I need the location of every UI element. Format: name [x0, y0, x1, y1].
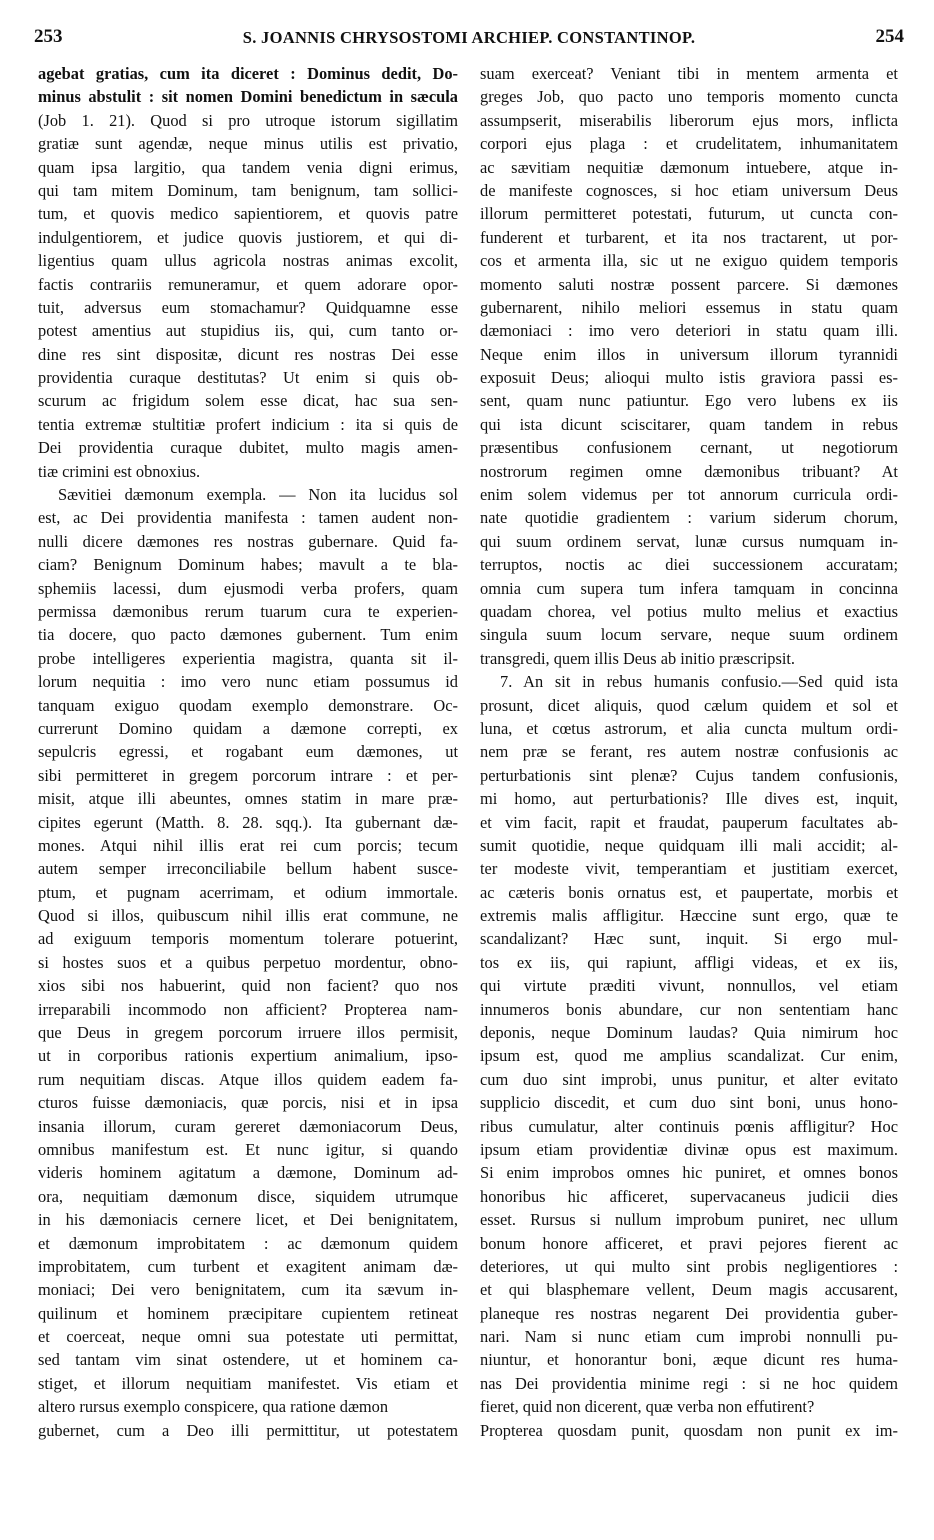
- text-line: et vim facit, rapit et fraudat, pauperum facultates ab-: [480, 812, 898, 832]
- text-line: luna, et cœtus astrorum, et alia cuncta multum ordi-: [480, 718, 898, 738]
- text-line: transgredi, quem illis Deus ab initio præscripsit.: [480, 648, 796, 668]
- page-number-left: 253: [34, 26, 63, 47]
- text-line: ac cæteris bonis ornatus est, et paupertate, morbis et: [480, 882, 898, 902]
- text-line: deponis, neque Dominum laudas? Quia nimirum hoc: [480, 1023, 898, 1043]
- text-line: ora, nequitiam dæmonum disce, siquidem utrumque: [38, 1186, 458, 1206]
- text-line: scurum ac frigidum solem esse dicat, hac sua sen-: [38, 391, 458, 411]
- text-line: sed tantam vim sinat ostendere, ut et hominem ca-: [38, 1350, 458, 1370]
- text-line: gubernarent, nihilo meliori essemus in statu quam: [480, 297, 898, 317]
- text-line: ciam? Benignum Dominum habes; mavult a te bla-: [38, 555, 458, 575]
- right-column: [480, 62, 898, 1442]
- text-line: est, ac Dei providentia manifesta : tamen audent non-: [38, 508, 458, 528]
- left-column: [38, 62, 458, 1442]
- text-line: xios sibi nos habuerint, quid non facient? quo nos: [38, 976, 458, 996]
- text-line: minus abstulit : sit nomen Domini benedictum in sæcula: [38, 87, 458, 107]
- text-line: si hostes suos et a quibus perpetuo mordentur, obno-: [38, 952, 458, 972]
- text-line: esset. Rursus si nullum improbum puniret, nec ullum: [480, 1210, 898, 1230]
- text-line: gratiæ sunt agendæ, neque minus utilis est privatio,: [38, 134, 458, 154]
- text-line: tia docere, quo pacto dæmones gubernent. Tum enim: [38, 625, 458, 645]
- text-line: ligentius quam ullus agricola nostras animas excolit,: [38, 251, 458, 271]
- text-line: quam ipsa largitio, qua tandem venia digni erimus,: [38, 157, 458, 177]
- text-line: mones. Atqui nihil illis erat rei cum porcis; tecum: [38, 835, 458, 855]
- text-line: greges Job, quo pacto uno temporis momento cuncta: [480, 87, 898, 107]
- text-line: enim solem videmus per tot annorum curricula ordi-: [480, 485, 898, 505]
- running-title: S. JOANNIS CHRYSOSTOMI ARCHIEP. CONSTANTINOP.: [242, 28, 696, 47]
- text-line: Sævitiei dæmonum exempla. — Non ita lucidus sol: [58, 485, 458, 505]
- text-line: insania illorum, curam gereret dæmoniacorum Deus,: [38, 1116, 458, 1136]
- text-line: indulgentiorem, et judice quovis justiorem, et qui di-: [38, 227, 458, 247]
- text-line: exposuit Deus; alioqui multo istis graviora passi es-: [480, 368, 898, 388]
- text-line: et qui blasphemare vellent, Deum magis accusarent,: [480, 1280, 898, 1300]
- text-line: ut in corporibus rationis expertium animalium, ipso-: [38, 1046, 458, 1066]
- text-line: ribus cumulatur, alter continuis pœnis affligitur? Hoc: [480, 1116, 898, 1136]
- text-line: bonum honore afficeret, et pravi pejores fierent ac: [480, 1233, 898, 1253]
- text-line: suam exerceat? Veniant tibi in mentem armenta et: [480, 64, 898, 83]
- text-line: supplicio discedit, et cum duo sint boni, unus hono-: [480, 1093, 898, 1113]
- text-line: sepulcris egressi, et rogabant eum dæmones, ut: [38, 742, 458, 762]
- text-line: scandalizant? Hæc sunt, inquit. Si ergo mul-: [480, 929, 898, 949]
- text-line: nulli dicere dæmones res nostras gubernare. Quid fa-: [38, 531, 458, 551]
- text-line: quilinum et hominem præcipitare cupientem retineat: [38, 1303, 458, 1323]
- text-line: terruptos, noctis ac diei successionem accuratam;: [480, 555, 898, 575]
- text-line: nas Dei providentia minime regi : si ne hoc quidem: [480, 1373, 898, 1393]
- text-line: singula suum locum servare, neque suum ordinem: [480, 625, 898, 645]
- text-line: altero rursus exemplo conspicere, qua ratione dæmon: [38, 1397, 389, 1417]
- text-line: factis contrariis remuneramur, et quem adorare opor-: [38, 274, 458, 294]
- text-line: nari. Nam si nunc etiam cum improbi nonnulli pu-: [480, 1327, 898, 1347]
- text-line: ter modeste vivit, temperantiam et justitiam exercet,: [480, 859, 898, 879]
- text-line: autem semper irreconciliabile bellum habent susce-: [38, 859, 458, 879]
- text-line: quadam chorea, vel potius multo melius et exactius: [480, 601, 898, 621]
- text-line: moniaci; Dei vero benignitatem, cum ita sævum in-: [38, 1280, 458, 1300]
- text-line: irreparabili incommodo non afficient? Propterea nam-: [38, 999, 458, 1019]
- text-line: extremis malis affligitur. Hæccine sunt ergo, quæ te: [480, 906, 898, 926]
- text-line: providentia curaque destitutas? Ut enim si quis ob-: [38, 368, 458, 388]
- text-line: mi homo, aut perturbationis? Ille dives est, inquit,: [480, 789, 898, 809]
- text-line: corpori ejus plaga : et crudelitatem, inhumanitatem: [480, 134, 898, 154]
- text-line: sent, quam nunc patiuntur. Ego vero lubens ex iis: [480, 391, 898, 411]
- text-line: planeque res nostras negarent Dei providentia guber-: [480, 1303, 898, 1323]
- text-line: nostrorum regimen omne dæmonibus tribuant? At: [480, 461, 898, 481]
- text-line: ad exiguum temporis momentum tolerare potuerint,: [38, 929, 458, 949]
- text-line: funderent et turbarent, et ita nos tractarent, ut por-: [480, 227, 898, 247]
- text-line: rum nequitiam discas. Atque illos quidem eadem fa-: [38, 1069, 458, 1089]
- text-line: permissa dæmonibus rerum tuarum cura te experien-: [38, 601, 458, 621]
- text-line: dine res sint dispositæ, dicunt res nostras Dei esse: [38, 344, 458, 364]
- text-line: et coerceat, neque omni sua potestate uti permittat,: [38, 1327, 458, 1347]
- text-line: assumpserit, miserabilis liberorum ejus mors, inflicta: [480, 110, 898, 130]
- text-line: ipsum est, quod me amplius scandalizat. Cur enim,: [480, 1046, 898, 1066]
- text-line: nate quotidie gradientem : varium siderum chorum,: [480, 508, 898, 528]
- text-line: Dei providentia curaque dubitet, multo magis amen-: [38, 438, 458, 458]
- text-line: tum, et quovis medico sapientiorem, et quovis patre: [38, 204, 458, 224]
- text-line: currerunt Domino quidam a dæmone correpti, ex: [38, 718, 458, 738]
- text-line: potest amentius aut stupidius iis, qui, cum tanto or-: [38, 321, 458, 341]
- text-line: honoribus hic afficeret, supervacaneus judicii dies: [480, 1186, 898, 1206]
- text-line: omnibus manifestum est. Et nunc igitur, si quando: [38, 1139, 458, 1159]
- text-line: innumeros bonis abundare, cur non sententiam hanc: [480, 999, 898, 1019]
- text-line: gubernet, cum a Deo illi permittitur, ut potestatem: [38, 1420, 458, 1440]
- text-line: momento saluti nostræ possent parcere. Si dæmones: [480, 274, 898, 294]
- text-line: dæmoniaci : imo vero deteriori in statu quam illi.: [480, 321, 898, 341]
- text-line: qui suum ordinem servat, lunæ cursus numquam in-: [480, 531, 898, 551]
- text-line: ptum, et pugnam acerrimam, et odium immortale.: [38, 882, 458, 902]
- text-line: ipsum etiam providentiæ divinæ opus est maximum.: [480, 1139, 898, 1159]
- text-line: ac sævitiam nequitiæ dæmonum intuebere, atque in-: [480, 157, 898, 177]
- text-line: que Deus in gregem porcorum irruere illos permisit,: [38, 1023, 458, 1043]
- text-line: nem præ se ferant, res autem nostræ confusionis ac: [480, 742, 898, 762]
- text-line: agebat gratias, cum ita diceret : Dominus dedit, Do-: [38, 64, 458, 83]
- text-line: lorum nequitia : imo vero nunc etiam possumus id: [38, 672, 458, 692]
- text-line: Si enim improbos omnes hic puniret, et omnes bonos: [480, 1163, 898, 1183]
- text-line: Quod si illos, quibuscum nihil illis erat commune, ne: [38, 906, 458, 926]
- text-line: tuit, adversus eum stomachamur? Quidquamne esse: [38, 297, 458, 317]
- text-line: sphemiis lacessi, dum ejusmodi verba profers, quam: [38, 578, 458, 598]
- text-line: prosunt, dicet aliquis, quod cælum quidem et sol et: [480, 695, 898, 715]
- text-line: tos ex iis, qui rapiunt, affligi videas, et ex iis,: [480, 952, 898, 972]
- text-line: 7. An sit in rebus humanis confusio.—Sed quid ista: [500, 672, 898, 692]
- text-line: præsentibus confusionem cernant, ut negotiorum: [480, 438, 898, 458]
- text-line: (Job 1. 21). Quod si pro utroque istorum sigillatim: [38, 110, 458, 130]
- text-line: perturbationis sint plenæ? Cujus tandem confusionis,: [480, 765, 898, 785]
- text-line: qui tam mitem Dominum, tam benignum, tam sollici-: [38, 180, 458, 200]
- page-number-right: 254: [875, 26, 904, 47]
- text-line: cum duo sint improbi, unus punitur, et alter evitato: [480, 1069, 898, 1089]
- text-line: Neque enim illos in universum illorum tyrannidi: [480, 344, 898, 364]
- text-line: videris hominem agitatum a dæmone, Dominum ad-: [38, 1163, 458, 1183]
- text-line: probe intelligeres experientia magistra, quanta sit il-: [38, 648, 458, 668]
- text-line: illorum permitteret potestati, futurum, ut cuncta con-: [480, 204, 898, 224]
- text-line: tiæ crimini est obnoxius.: [38, 461, 201, 481]
- text-line: sumit quotidie, neque quidquam illi mali accidit; al-: [480, 835, 898, 855]
- text-line: deteriores, ut qui multo sint probis negligentiores :: [480, 1256, 898, 1276]
- text-line: de manifeste cognosces, si hoc etiam universum Deus: [480, 180, 898, 200]
- text-line: cos et armenta illa, sic ut ne exiguo quidem temporis: [480, 251, 898, 271]
- text-line: omnia cum supera tum infera tamquam in concinna: [480, 578, 898, 598]
- text-line: niuntur, et honorantur boni, æque dicunt res huma-: [480, 1350, 898, 1370]
- text-line: tanquam exiguo quodam exemplo demonstrare. Oc-: [38, 695, 458, 715]
- text-line: improbitatem, cum turbent et exagitent animam dæ-: [38, 1256, 458, 1276]
- text-line: cipites egerunt (Matth. 8. 28. sqq.). Ita gubernant dæ-: [38, 812, 458, 832]
- text-line: qui ista dicunt sciscitarer, quam tandem in rebus: [480, 414, 898, 434]
- text-line: misit, atque illi abeuntes, omnes statim in mare præ-: [38, 789, 458, 809]
- text-line: Propterea quosdam punit, quosdam non punit ex im-: [480, 1420, 898, 1440]
- text-line: qui virtute præditi vivunt, nonnullos, vel etiam: [480, 976, 898, 996]
- text-line: sibi permitteret in gregem porcorum intrare : et per-: [38, 765, 458, 785]
- text-line: tentia extremæ stultitiæ profert indicium : ita si quis de: [38, 414, 458, 434]
- text-line: cturos fuisse dæmoniacis, quæ porcis, nisi et in ipsa: [38, 1093, 458, 1113]
- text-line: fieret, quid non dicerent, quæ verba non effutirent?: [480, 1397, 815, 1417]
- text-line: et dæmonum improbitatem : ac dæmonum quidem: [38, 1233, 458, 1253]
- text-line: in his dæmoniacis cernere licet, et Dei benignitatem,: [38, 1210, 458, 1230]
- page-header: [34, 26, 904, 56]
- text-line: stiget, et illorum nequitiam manifestet. Vis etiam et: [38, 1373, 458, 1393]
